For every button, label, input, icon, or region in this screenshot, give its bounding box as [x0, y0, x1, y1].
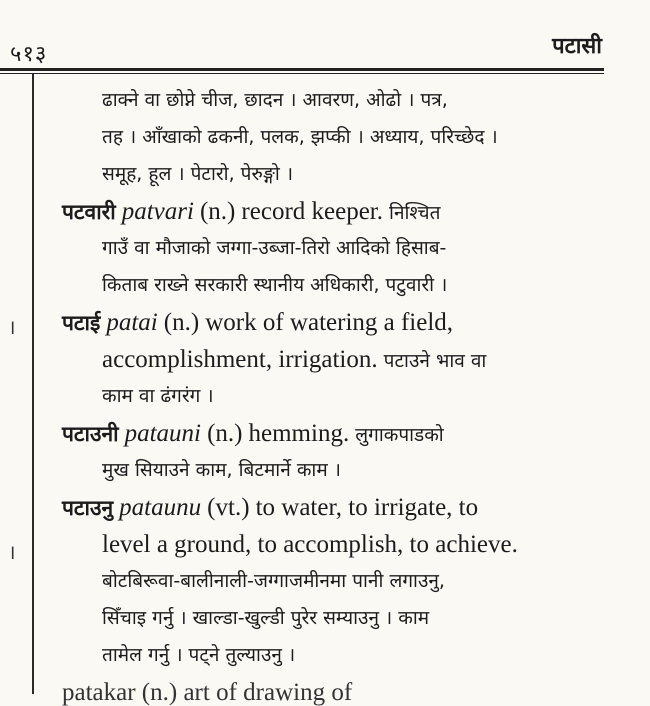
entry-continuation	[62, 82, 622, 193]
entry-line: बोटबिरूवा-बालीनाली-जग्गाजमीनमा पानी लगाउनु,	[102, 570, 445, 592]
entry-line: ढाक्ने वा छोप्ने चीज, छादन । आवरण, ओढो । पत्र,	[102, 89, 448, 111]
entry-patauni	[62, 415, 622, 489]
english-gloss: work of watering a field,	[205, 309, 454, 336]
margin-mark: ।	[8, 540, 16, 564]
english-gloss: hemming.	[248, 420, 350, 447]
headword: पटवारी	[62, 200, 116, 224]
next-entry-text: patakar (n.) art of drawing of	[62, 679, 353, 706]
transliteration: patvari	[121, 198, 194, 225]
entry-line	[62, 341, 622, 378]
header-rule	[0, 68, 604, 71]
dictionary-column	[62, 82, 622, 674]
entry-first-line	[62, 489, 622, 526]
header-rule-thin	[0, 73, 604, 74]
entry-line: तामेल गर्नु । पट्ने तुल्याउनु ।	[102, 644, 296, 666]
headword: पटाउनु	[62, 496, 114, 520]
page-number: ५१३	[10, 42, 48, 67]
entry-line: समूह, हूल । पेटारो, पेरुङ्गो ।	[102, 163, 294, 185]
entry-patvari	[62, 193, 622, 304]
transliteration: patauni	[124, 420, 202, 447]
english-gloss: level a ground, to accomplish, to achieve.	[102, 531, 518, 558]
transliteration: pataunu	[119, 494, 202, 521]
part-of-speech: (n.)	[199, 198, 236, 225]
entry-line: गाउँ वा मौजाको जग्गा-उब्जा-तिरो आदिको हिसाब-	[102, 237, 447, 259]
next-entry-cut-off	[62, 679, 582, 706]
entry-line: तह । आँखाको ढकनी, पलक, झप्की । अध्याय, परिच्छेद ।	[102, 126, 498, 148]
english-gloss: record keeper.	[241, 198, 383, 225]
transliteration: patai	[106, 309, 158, 336]
headword: पटाउनी	[62, 422, 119, 446]
margin-mark: ।	[8, 315, 16, 339]
part-of-speech: (n.)	[207, 420, 243, 447]
running-head: पटासी	[552, 34, 602, 59]
english-gloss: to water, to irrigate, to	[255, 494, 479, 521]
headword: पटाई	[62, 311, 101, 335]
part-of-speech: (n.)	[163, 309, 200, 336]
entry-line: सिँचाइ गर्नु । खाल्डा-खुल्डी पुरेर सम्याउनु । काम	[102, 607, 430, 629]
entry-line: किताब राख्ने सरकारी स्थानीय अधिकारी, पटुवारी ।	[102, 274, 448, 296]
part-of-speech: (vt.)	[207, 494, 250, 521]
entry-first-line	[62, 415, 622, 452]
nepali-definition: लुगाकपाडको	[355, 424, 444, 446]
entry-first-line	[62, 193, 622, 230]
entry-pataunu	[62, 489, 622, 674]
entry-line	[62, 526, 622, 563]
entry-line: मुख सियाउने काम, बिटमार्ने काम ।	[102, 459, 341, 481]
nepali-definition: निश्चित	[389, 202, 441, 224]
entry-patai	[62, 304, 622, 415]
entry-line: काम वा ढंगरंग ।	[102, 385, 214, 407]
nepali-definition: पटाउने भाव वा	[383, 350, 487, 372]
column-rule	[32, 74, 34, 694]
entry-first-line	[62, 304, 622, 341]
english-gloss: accomplishment, irrigation.	[102, 346, 378, 373]
